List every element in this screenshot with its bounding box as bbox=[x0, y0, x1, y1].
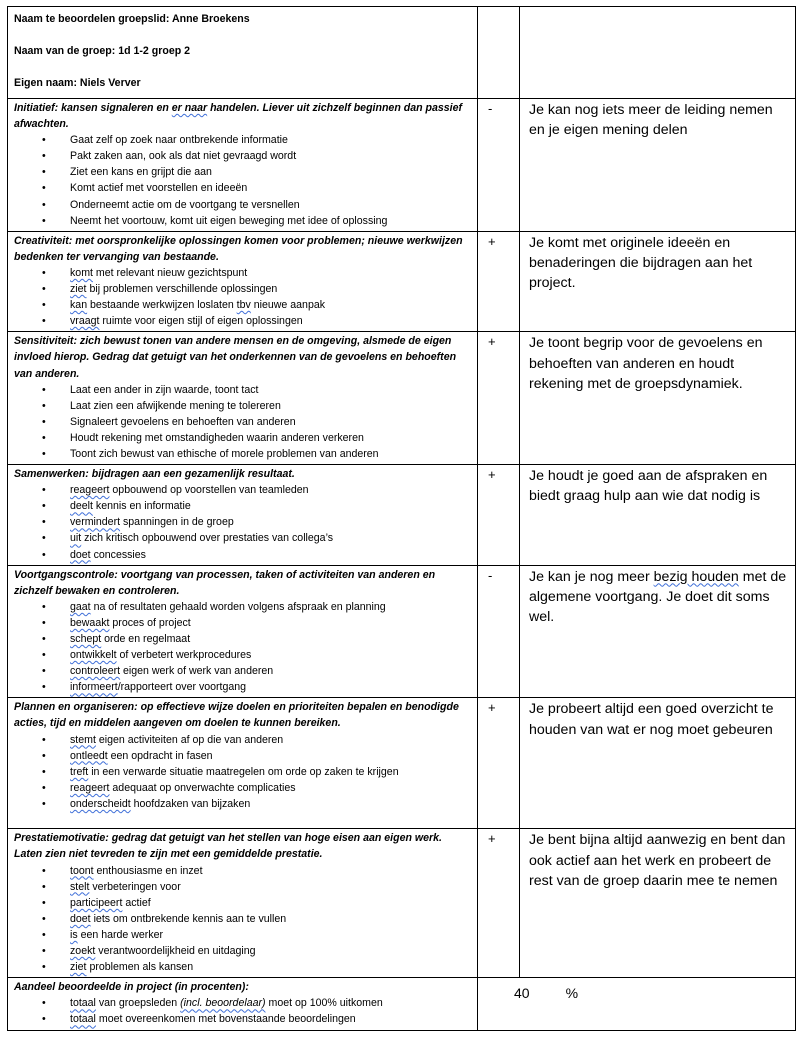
list-item: • reageert adequaat op onverwachte complicaties bbox=[14, 780, 473, 796]
rating-sign: - bbox=[478, 565, 520, 698]
share-cell bbox=[8, 978, 478, 1030]
list-item: • Laat zien een afwijkende mening te tolereren bbox=[14, 398, 473, 414]
feedback-text: Je komt met originele ideeën en benaderingen die bijdragen aan het project. bbox=[520, 231, 796, 332]
list-item: • Onderneemt actie om de voortgang te versnellen bbox=[14, 197, 473, 213]
list-item: • vermindert spanningen in de groep bbox=[14, 514, 473, 530]
group-name: Naam van de groep: 1d 1-2 groep 2 bbox=[14, 45, 191, 57]
own-name: Eigen naam: Niels Verver bbox=[14, 77, 141, 89]
criterion-title: Creativiteit: met oorspronkelijke oplossingen komen voor problemen; nieuwe werkwijzen bedenken ter vervanging van bestaande. bbox=[14, 234, 463, 263]
list-item: • onderscheidt hoofdzaken van bijzaken bbox=[14, 796, 473, 812]
rating-sign: + bbox=[478, 698, 520, 829]
criterion-title: Prestatiemotivatie: gedrag dat getuigt van het stellen van hoge eisen aan eigen werk. Laten zien niet tevreden te zijn met een gemiddelde prestatie. bbox=[14, 832, 442, 861]
share-percentage bbox=[478, 978, 795, 1001]
criterion-cell bbox=[8, 332, 478, 465]
list-item: • Laat een ander in zijn waarde, toont tact bbox=[14, 382, 473, 398]
criterion-row bbox=[8, 332, 796, 465]
share-title: Aandeel beoordeelde in project (in procenten): bbox=[14, 981, 249, 994]
criterion-title: Samenwerken: bijdragen aan een gezamenlijk resultaat. bbox=[14, 468, 295, 481]
criterion-row bbox=[8, 99, 796, 232]
list-item: • Pakt zaken aan, ook als dat niet gevraagd wordt bbox=[14, 148, 473, 164]
criterion-cell bbox=[8, 231, 478, 332]
rating-sign: - bbox=[478, 99, 520, 232]
list-item: • totaal van groepsleden (incl. beoordelaar) moet op 100% uitkomen bbox=[14, 995, 473, 1011]
rating-sign: + bbox=[478, 829, 520, 978]
criterion-row bbox=[8, 698, 796, 829]
list-item: • schept orde en regelmaat bbox=[14, 631, 473, 647]
list-item: • zoekt verantwoordelijkheid en uitdaging bbox=[14, 943, 473, 959]
list-item: • controleert eigen werk of werk van anderen bbox=[14, 663, 473, 679]
criterion-list bbox=[14, 265, 473, 329]
criterion-list bbox=[14, 482, 473, 562]
share-row bbox=[8, 978, 796, 1030]
list-item: • ontwikkelt of verbetert werkprocedures bbox=[14, 647, 473, 663]
feedback-text: Je probeert altijd een goed overzicht te houden van wat er nog moet gebeuren bbox=[520, 698, 796, 829]
list-item: • kan bestaande werkwijzen loslaten tbv nieuwe aanpak bbox=[14, 297, 473, 313]
list-item: • vraagt ruimte voor eigen stijl of eigen oplossingen bbox=[14, 313, 473, 329]
spelling-flag: er naar bbox=[171, 102, 208, 114]
list-item: • ontleedt een opdracht in fasen bbox=[14, 748, 473, 764]
rating-sign: + bbox=[478, 465, 520, 566]
criterion-title: Initiatief: kansen signaleren en er naar handelen. Liever uit zichzelf beginnen dan passief afwachten. bbox=[14, 102, 463, 131]
list-item: • deelt kennis en informatie bbox=[14, 498, 473, 514]
criterion-row bbox=[8, 465, 796, 566]
list-item: • ziet problemen als kansen bbox=[14, 959, 473, 975]
criterion-cell bbox=[8, 565, 478, 698]
list-item: • totaal moet overeenkomen met bovenstaande beoordelingen bbox=[14, 1011, 473, 1027]
share-value-cell bbox=[478, 978, 796, 1030]
header-sign-cell bbox=[478, 7, 520, 99]
share-unit: % bbox=[565, 985, 579, 1002]
feedback-text: Je houdt je goed aan de afspraken en biedt graag hulp aan wie dat nodig is bbox=[520, 465, 796, 566]
list-item: • gaat na of resultaten gehaald worden volgens afspraak en planning bbox=[14, 599, 473, 615]
criterion-title: Voortgangscontrole: voortgang van processen, taken of activiteiten van anderen en zichzelf bewaken en controleren. bbox=[14, 568, 436, 597]
criterion-row bbox=[8, 565, 796, 698]
rating-sign: + bbox=[478, 231, 520, 332]
feedback-text: Je toont begrip voor de gevoelens en behoeften van anderen en houdt rekening met de groepsdynamiek. bbox=[520, 332, 796, 465]
header-row bbox=[8, 7, 796, 99]
feedback-text: Je kan nog iets meer de leiding nemen en je eigen mening delen bbox=[520, 99, 796, 232]
criterion-cell bbox=[8, 698, 478, 829]
criterion-title: Plannen en organiseren: op effectieve wijze doelen en prioriteiten bepalen en benodigde acties, tijd en middelen aangeven om doelen te kunnen bereiken. bbox=[14, 701, 459, 730]
criterion-list bbox=[14, 382, 473, 462]
list-item: • Signaleert gevoelens en behoeften van anderen bbox=[14, 414, 473, 430]
list-item: • doet iets om ontbrekende kennis aan te vullen bbox=[14, 911, 473, 927]
criterion-list bbox=[14, 732, 473, 812]
list-item: • treft in een verwarde situatie maatregelen om orde op zaken te krijgen bbox=[14, 764, 473, 780]
list-item: • Ziet een kans en grijpt die aan bbox=[14, 164, 473, 180]
criterion-title: Sensitiviteit: zich bewust tonen van andere mensen en de omgeving, alsmede de eigen invloed hierop. Gedrag dat getuigt van het onderkennen van de gevoelens en behoeften van anderen. bbox=[14, 335, 457, 380]
member-name: Naam te beoordelen groepslid: Anne Broekens bbox=[14, 13, 250, 25]
list-item: • Toont zich bewust van ethische of morele problemen van anderen bbox=[14, 446, 473, 462]
list-item: • ziet bij problemen verschillende oplossingen bbox=[14, 281, 473, 297]
header-cell bbox=[8, 7, 478, 99]
feedback-text: Je bent bijna altijd aanwezig en bent dan ook actief aan het werk en probeert de rest van de groep daarin mee te nemen bbox=[520, 829, 796, 978]
spelling-flag: bezig houden bbox=[653, 568, 739, 585]
list-item: • participeert actief bbox=[14, 895, 473, 911]
share-value[interactable]: 40 bbox=[514, 985, 530, 1002]
list-item: • stelt verbeteringen voor bbox=[14, 879, 473, 895]
list-item: • is een harde werker bbox=[14, 927, 473, 943]
criterion-row bbox=[8, 829, 796, 978]
criterion-list bbox=[14, 863, 473, 976]
criterion-cell bbox=[8, 465, 478, 566]
header-feedback-cell bbox=[520, 7, 796, 99]
list-item: • reageert opbouwend op voorstellen van teamleden bbox=[14, 482, 473, 498]
list-item: • komt met relevant nieuw gezichtspunt bbox=[14, 265, 473, 281]
list-item: • doet concessies bbox=[14, 547, 473, 563]
list-item: • Neemt het voortouw, komt uit eigen beweging met idee of oplossing bbox=[14, 213, 473, 229]
criterion-cell bbox=[8, 829, 478, 978]
list-item: • stemt eigen activiteiten af op die van anderen bbox=[14, 732, 473, 748]
assessment-table bbox=[7, 6, 796, 1031]
share-list bbox=[14, 995, 473, 1027]
list-item: • informeert/rapporteert over voortgang bbox=[14, 679, 473, 695]
list-item: • uit zich kritisch opbouwend over prestaties van collega’s bbox=[14, 530, 473, 546]
list-item: • Gaat zelf op zoek naar ontbrekende informatie bbox=[14, 132, 473, 148]
criterion-list bbox=[14, 132, 473, 229]
criterion-row bbox=[8, 231, 796, 332]
list-item: • bewaakt proces of project bbox=[14, 615, 473, 631]
list-item: • toont enthousiasme en inzet bbox=[14, 863, 473, 879]
criterion-list bbox=[14, 599, 473, 696]
rating-sign: + bbox=[478, 332, 520, 465]
list-item: • Houdt rekening met omstandigheden waarin anderen verkeren bbox=[14, 430, 473, 446]
feedback-text: Je kan je nog meer bezig houden met de algemene voortgang. Je doet dit soms wel. bbox=[520, 565, 796, 698]
criterion-cell bbox=[8, 99, 478, 232]
list-item: • Komt actief met voorstellen en ideeën bbox=[14, 180, 473, 196]
